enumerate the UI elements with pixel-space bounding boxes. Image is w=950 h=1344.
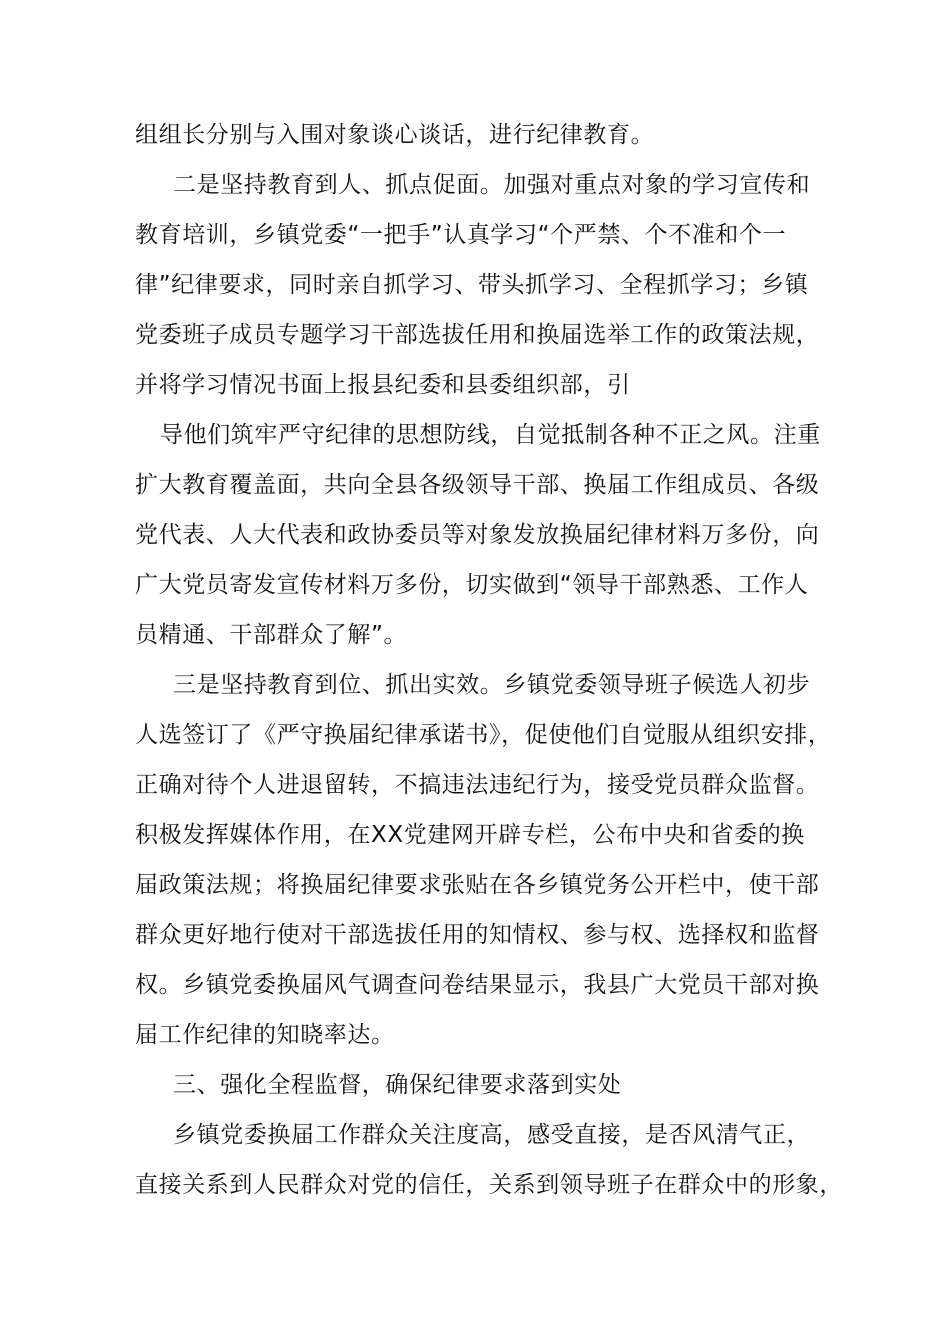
text-line: 并将学习情况书面上报县纪委和县委组织部，引 [135, 372, 631, 398]
text-line: 权。乡镇党委换届风气调查问卷结果显示，我县广大党员干部对换 [135, 972, 820, 998]
text-line: 教育培训，乡镇党委“一把手”认真学习“个严禁、个不准和个一 [135, 222, 787, 248]
text-line: 积极发挥媒体作用，在XX党建网开辟专栏，公布中央和省委的换 [135, 822, 805, 848]
text-line: 直接关系到人民群众对党的信任，关系到领导班子在群众中的形象， [135, 1172, 843, 1198]
text-line: 群众更好地行使对干部选拔任用的知情权、参与权、选择权和监督 [135, 922, 820, 948]
text-line: 人选签订了《严守换届纪律承诺书》，促使他们自觉服从组织安排， [135, 722, 832, 748]
text-line: 届政策法规；将换届纪律要求张贴在各乡镇党务公开栏中，使干部 [135, 872, 820, 898]
text-line: 组组长分别与入围对象谈心谈话，进行纪律教育。 [135, 122, 655, 148]
paragraph-start-line: 二是坚持教育到人、抓点促面。加强对重点对象的学习宣传和 [173, 172, 811, 198]
text-line: 届工作纪律的知晓率达。 [135, 1022, 395, 1048]
text-line: 广大党员寄发宣传材料万多份，切实做到“领导干部熟悉、工作人 [135, 572, 809, 598]
text-line: 导他们筑牢严守纪律的思想防线，自觉抵制各种不正之风。注重 [160, 422, 821, 448]
paragraph-start-line: 三是坚持教育到位、抓出实效。乡镇党委领导班子候选人初步 [173, 672, 811, 698]
section-heading: 三、强化全程监督，确保纪律要求落到实处 [173, 1072, 622, 1098]
text-line: 扩大教育覆盖面，共向全县各级领导干部、换届工作组成员、各级 [135, 472, 820, 498]
paragraph-start-line: 乡镇党委换届工作群众关注度高，感受直接，是否风清气正， [173, 1122, 811, 1148]
text-line: 律”纪律要求，同时亲自抓学习、带头抓学习、全程抓学习；乡镇 [135, 272, 809, 298]
text-line: 正确对待个人进退留转，不搞违法违纪行为，接受党员群众监督。 [135, 772, 820, 798]
text-line: 党代表、人大代表和政协委员等对象发放换届纪律材料万多份，向 [135, 522, 820, 548]
text-line: 员精通、干部群众了解”。 [135, 622, 408, 648]
text-line: 党委班子成员专题学习干部选拔任用和换届选举工作的政策法规， [135, 322, 820, 348]
